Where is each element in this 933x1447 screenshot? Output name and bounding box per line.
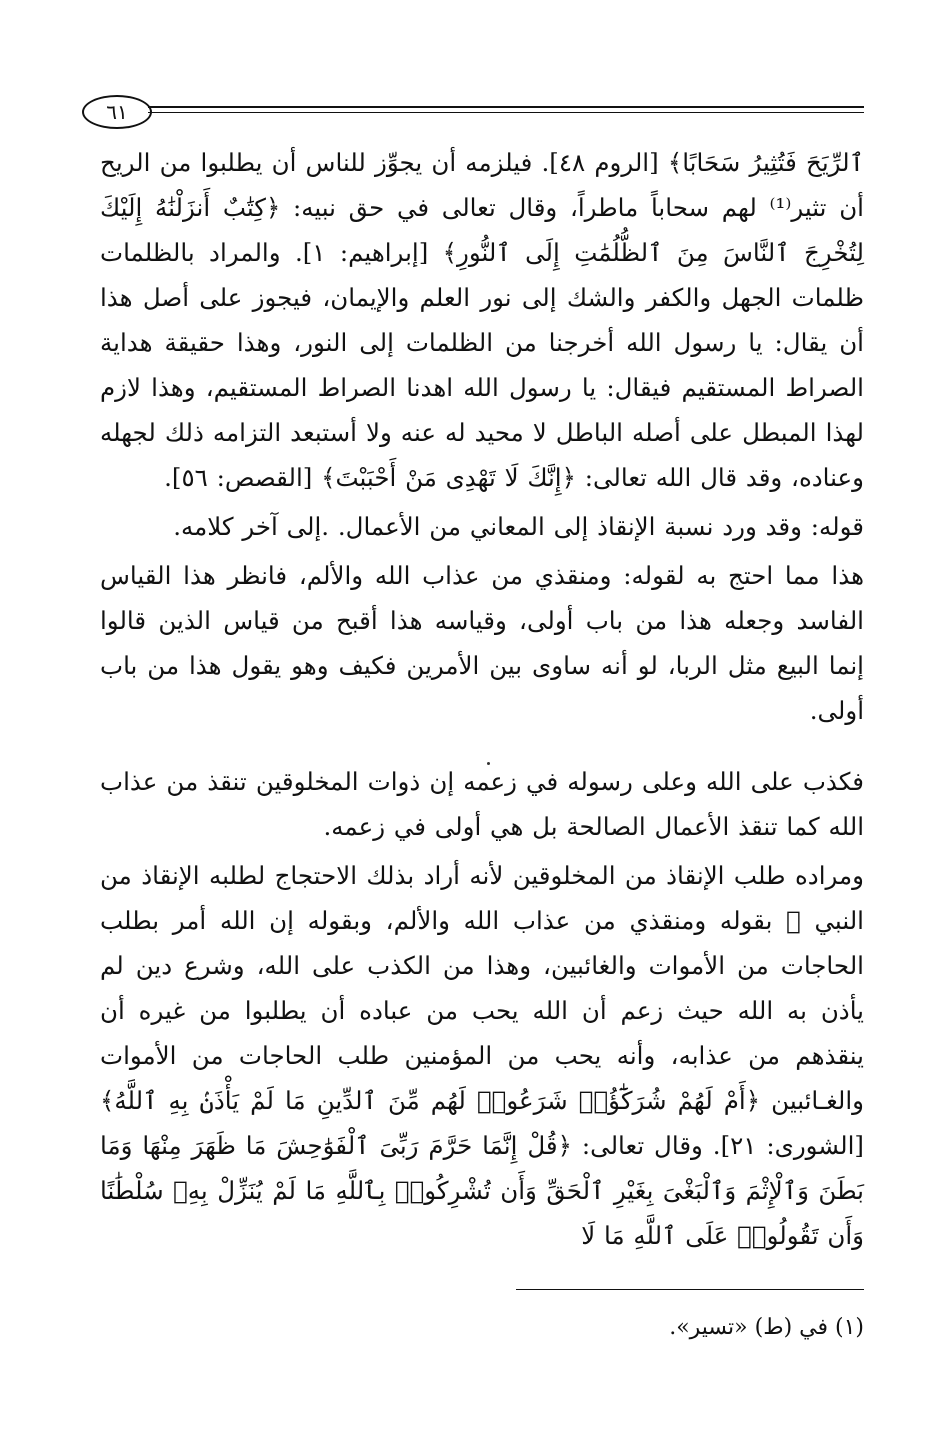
main-text [100, 140, 864, 1258]
paragraph-4: فكذب على الله وعلى رسوله في زعمه إن ذوات المخلوقين تنقذ من عذاب الله كما تنقذ الأعمال الصالحة بل هي أولى في زعمه. [100, 767, 864, 841]
paragraph-5: ومراده طلب الإنقاذ من المخلوقين لأنه أراد بذلك الاحتجاج لطلبه الإنقاذ من النبي ﷺ بقوله ومنقذي من عذاب الله والألم، وبقوله إن الله أمر بطلب الحاجات من الأموات والغائبين، وهذا من الكذب على الله، وشرع دين لم يأذن به الله حيث زعم أن الله يحب من عباده أن يطلبوا من غيره أن ينقذهم من عذابه، وأنه يحب من المؤمنين طلب الحاجات من الأموات والغـائبين ﴿أَمْ لَهُمْ شُرَكَٰٓؤُا۟ شَرَعُوا۟ لَهُم مِّنَ ٱلدِّينِ مَا لَمْ يَأْذَنۢ بِهِ ٱللَّهُ﴾[الشورى: ٢١]. وقال تعالى: ﴿قُلْ إِنَّمَا حَرَّمَ رَبِّىَ ٱلْفَوَٰحِشَ مَا ظَهَرَ مِنْهَا وَمَا بَطَنَ وَٱلْإِثْمَ وَٱلْبَغْىَ بِغَيْرِ ٱلْحَقِّ وَأَن تُشْرِكُوا۟ بِٱللَّهِ مَا لَمْ يُنَزِّلْ بِهِۦ سُلْطَٰنًا وَأَن تَقُولُوا۟ عَلَى ٱللَّهِ مَا لَا [100, 861, 864, 1250]
paragraph-3: هذا مما احتج به لقوله: ومنقذي من عذاب الله والألم، فانظر هذا القياس الفاسد وجعله هذا من باب أولى، وقياسه هذا أقبح من قياس الذين قالوا إنما البيع مثل الربا، لو أنه ساوى بين الأمرين فكيف وهو يقول هذا من باب أولى. [100, 561, 864, 725]
footnote-separator [516, 1289, 864, 1290]
paragraph-1: ٱلرِّيَحَ فَتُثِيرُ سَحَابًا﴾ [الروم ٤٨]. فيلزمه أن يجوِّز للناس أن يطلبوا من الريح أن تثير⁽¹⁾ لهم سحاباً ماطراً، وقال تعالى في حق نبيه: ﴿كِتَٰبٌ أَنزَلْنَٰهُ إِلَيْكَ لِتُخْرِجَ ٱلنَّاسَ مِنَ ٱلظُّلُمَٰتِ إِلَى ٱلنُّورِ﴾ [إبراهيم: ١]. والمراد بالظلمات ظلمات الجهل والكفر والشك إلى نور العلم والإيمان، فيجوز على أصل هذا أن يقال: يا رسول الله أخرجنا من الظلمات إلى النور، وهذا حقيقة هداية الصراط المستقيم فيقال: يا رسول الله اهدنا الصراط المستقيم، وهذا لازم لهذا المبطل على أصله الباطل لا محيد له عنه ولا أستبعد التزامه ذلك لجهله وعناده، وقد قال الله تعالى: ﴿إِنَّكَ لَا تَهْدِى مَنْ أَحْبَبْتَ﴾ [القصص: ٥٦]. [100, 148, 864, 492]
paragraph-2: قوله: وقد ورد نسبة الإنقاذ إلى المعاني من الأعمال. .إلى آخر كلامه. [173, 512, 864, 541]
scan-speck [487, 762, 490, 765]
footnote: (١) في (ط) «تسير». [669, 1315, 864, 1340]
page-number: ٦١ [82, 95, 152, 129]
header-rule-thin [148, 112, 864, 113]
page-header [82, 93, 864, 133]
header-rule-thick [148, 106, 864, 108]
